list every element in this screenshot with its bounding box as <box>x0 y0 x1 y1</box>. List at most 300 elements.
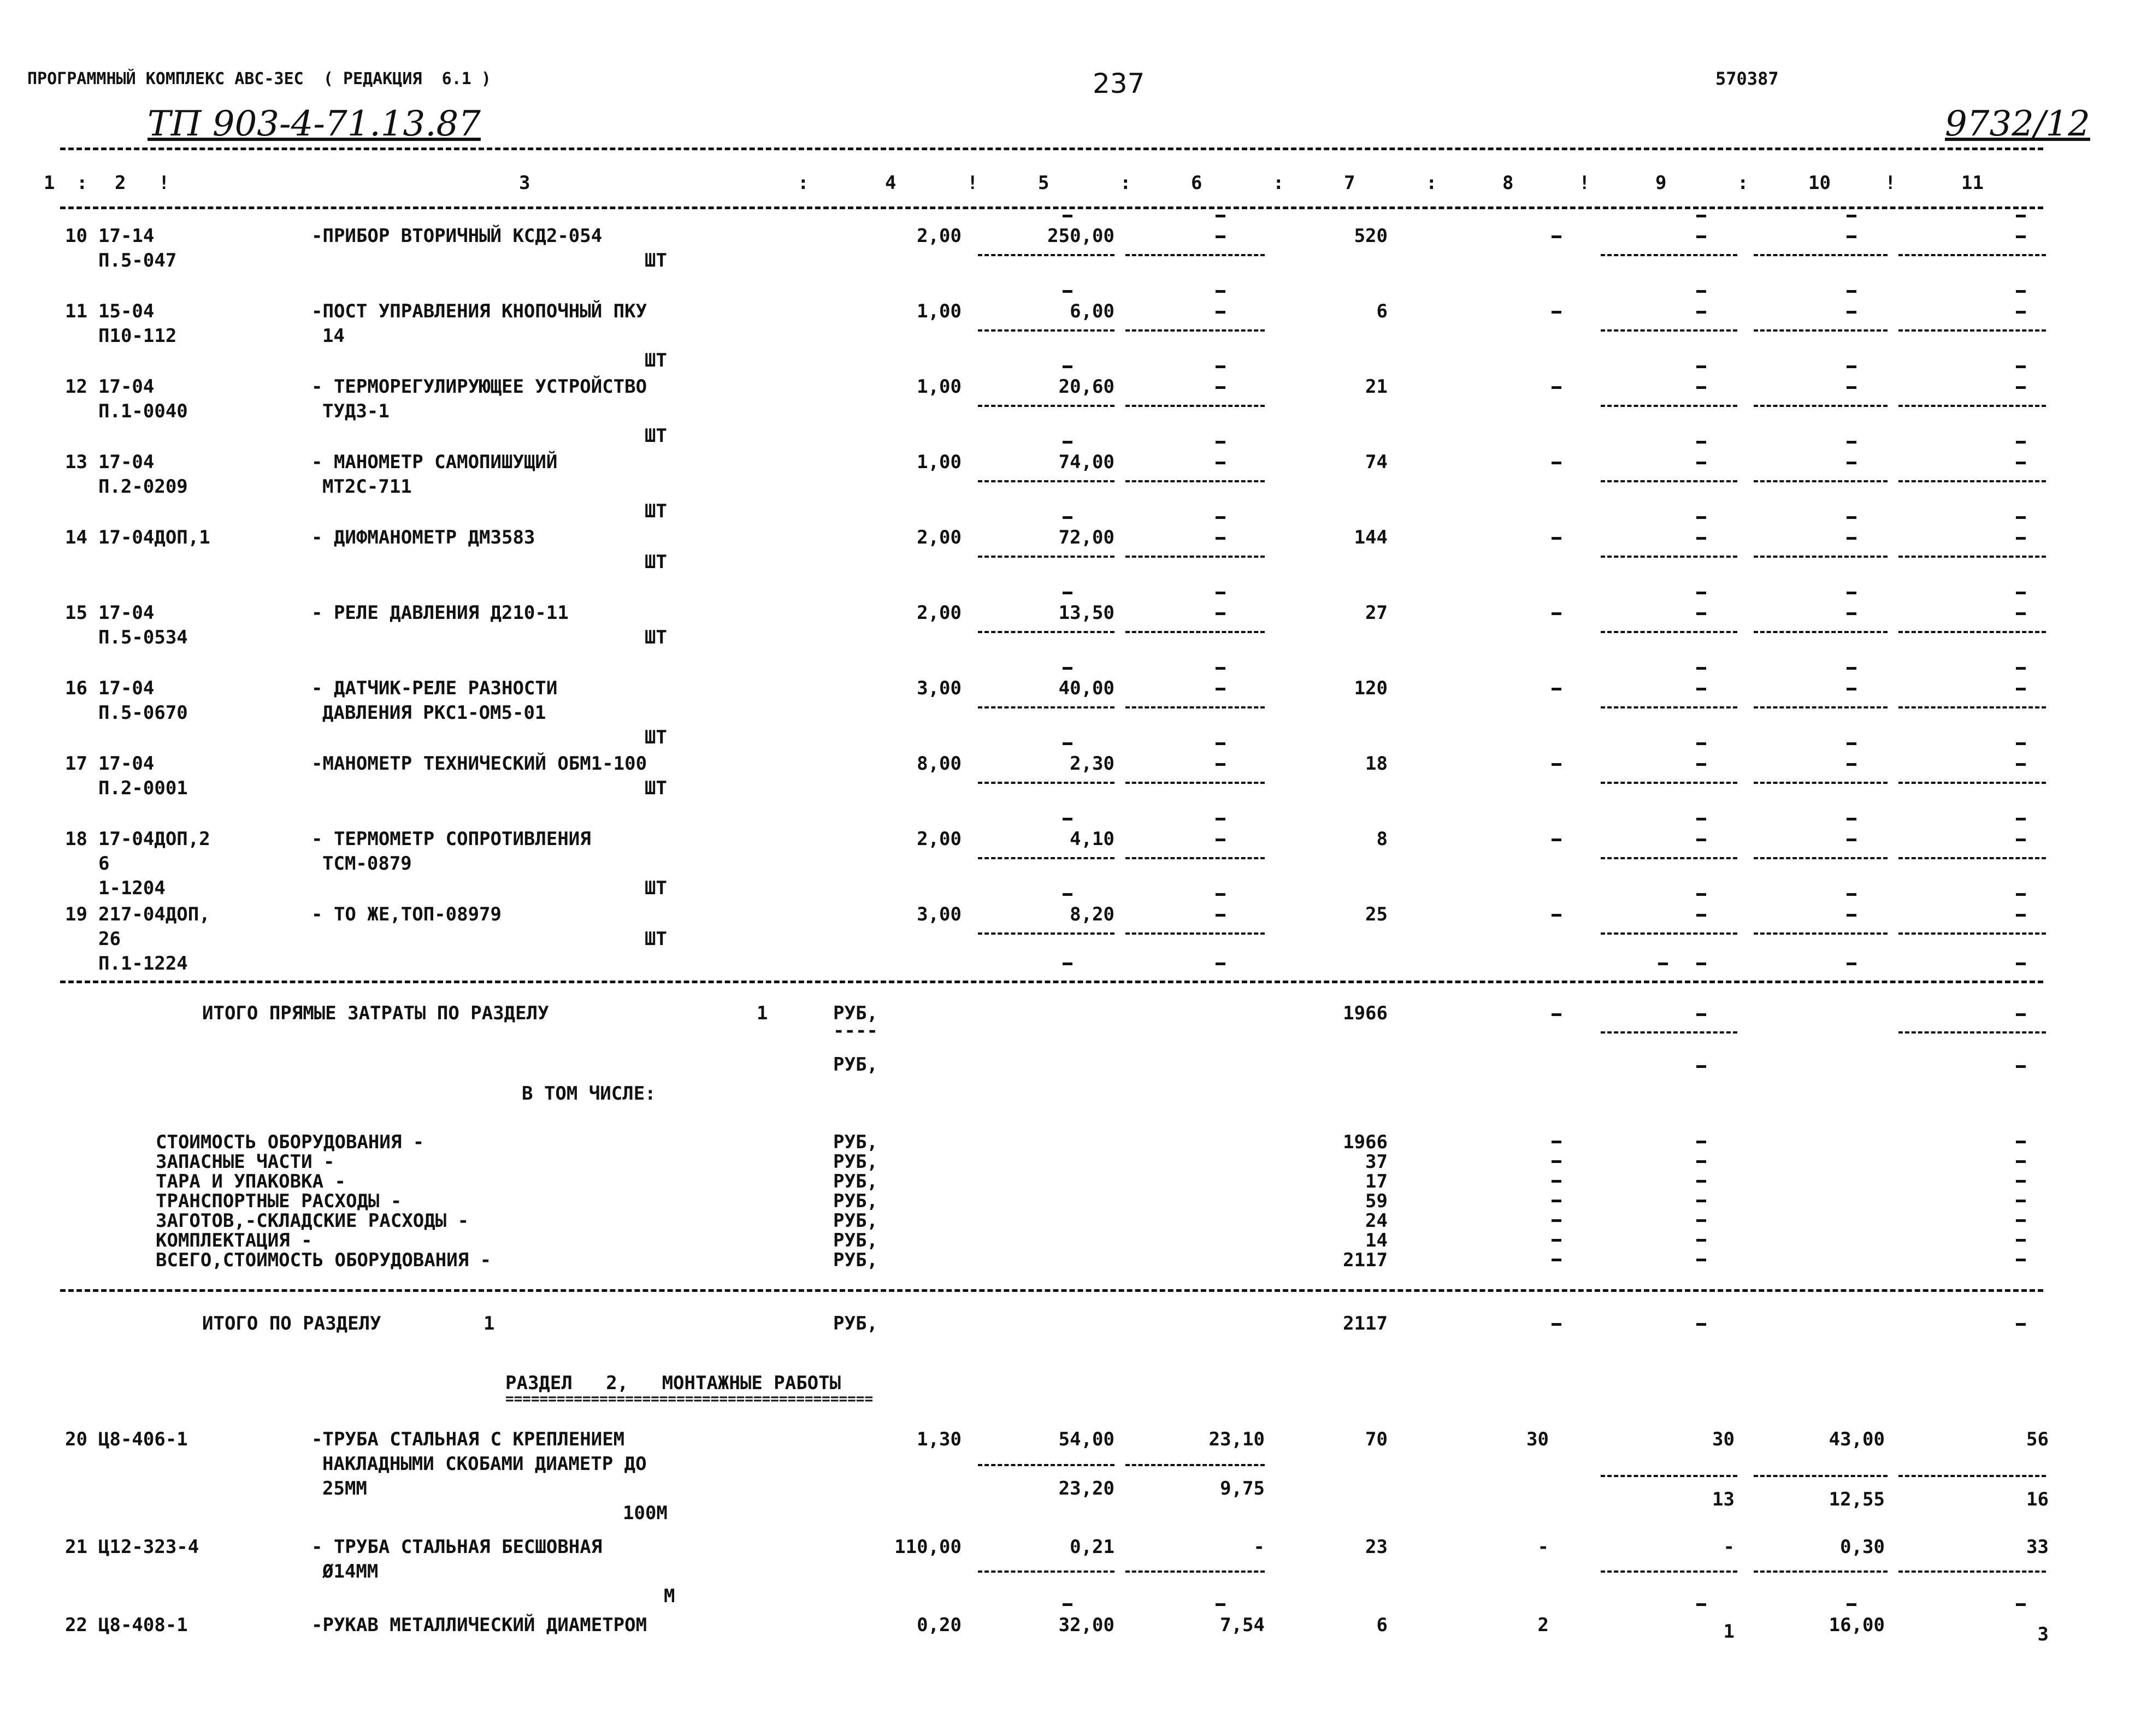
row-code: Ц8-406-1 <box>98 1428 188 1450</box>
empty-cell-dash <box>1552 1013 1561 1016</box>
direct-costs-unit-2: РУБ, <box>833 1054 878 1076</box>
dashed-rule <box>978 706 1114 708</box>
dashed-rule <box>1601 1031 1737 1034</box>
header-bottom-rule <box>60 206 2043 209</box>
section2-title: РАЗДЕЛ 2, МОНТАЖНЫЕ РАБОТЫ <box>505 1372 841 1394</box>
empty-cell-dash <box>1847 311 1856 314</box>
dashed-rule <box>1754 480 1888 482</box>
column-header: 1 <box>44 172 55 194</box>
row-total: 27 <box>1365 602 1388 624</box>
empty-cell-dash <box>1696 612 1706 615</box>
empty-cell-dash <box>1696 1323 1706 1326</box>
dashed-rule <box>1601 556 1737 558</box>
dashed-rule <box>1601 254 1737 256</box>
empty-cell-dash <box>2016 1200 2026 1202</box>
empty-cell-dash <box>2016 963 2026 965</box>
empty-cell-dash <box>1216 1603 1225 1606</box>
row-number: 13 <box>65 451 87 473</box>
empty-cell-dash <box>1552 1141 1561 1143</box>
empty-cell-dash <box>1696 839 1706 841</box>
empty-cell-dash <box>1696 1065 1706 1068</box>
empty-cell-dash <box>1063 290 1072 293</box>
empty-cell-dash <box>2016 1180 2026 1183</box>
breakdown-unit: РУБ, <box>833 1230 878 1251</box>
row-code: 17-04 <box>98 451 155 473</box>
dashed-rule <box>1125 932 1265 935</box>
empty-cell-dash <box>1847 516 1856 519</box>
empty-cell-dash <box>1552 1239 1561 1242</box>
row-unit-price: 40,00 <box>1058 677 1114 699</box>
empty-cell-dash <box>2016 311 2026 314</box>
row-unit: ШТ <box>645 727 667 748</box>
row-unit-price: 2,30 <box>1070 753 1114 775</box>
row-name: - ДИФМАНОМЕТР ДМ3583 <box>311 527 535 548</box>
row-code: 17-04 <box>98 376 155 398</box>
column-header: 3 <box>519 172 530 194</box>
empty-cell-dash <box>2016 215 2026 217</box>
empty-cell-dash <box>1696 1013 1706 1016</box>
empty-cell-dash <box>1847 592 1856 594</box>
row-number: 20 <box>65 1428 87 1450</box>
column-separator: : <box>798 172 809 194</box>
dashed-rule <box>1125 329 1265 332</box>
column-separator: ! <box>1579 172 1590 194</box>
direct-costs-label: ИТОГО ПРЯМЫЕ ЗАТРАТЫ ПО РАЗДЕЛУ <box>202 1002 549 1024</box>
row-number: 16 <box>65 677 87 699</box>
row-code-line2: 26 <box>98 928 121 950</box>
dashed-rule <box>1601 706 1737 708</box>
empty-cell-dash <box>1696 1141 1706 1143</box>
row-col6: 23,10 <box>1208 1428 1265 1450</box>
dashed-rule <box>978 1570 1114 1573</box>
sheet-reference: 9732/12 <box>1945 104 2090 144</box>
empty-cell-dash <box>1696 235 1706 238</box>
dashed-rule <box>1125 857 1265 859</box>
empty-cell-dash <box>2016 914 2026 917</box>
dashed-rule <box>1601 405 1737 407</box>
row-name-line2: МТ2С-711 <box>322 476 412 498</box>
row-col6: - <box>1253 1536 1265 1558</box>
empty-cell-dash <box>1063 667 1072 670</box>
dashed-rule <box>1601 1475 1737 1477</box>
doc-reference: ТП 903-4-71.13.87 <box>148 104 481 144</box>
empty-cell-dash <box>1216 215 1225 217</box>
empty-cell-dash <box>1216 742 1225 745</box>
empty-cell-dash <box>1847 612 1856 615</box>
row-quantity: 1,30 <box>917 1428 962 1450</box>
empty-cell-dash <box>2016 1323 2026 1326</box>
row-quantity: 1,00 <box>917 376 962 398</box>
column-header: 7 <box>1344 172 1355 194</box>
section-total-value: 2117 <box>1343 1313 1388 1335</box>
row-code-line2: П10-112 <box>98 325 177 347</box>
row-quantity: 8,00 <box>917 753 962 775</box>
empty-cell-dash <box>1847 839 1856 841</box>
row-code-line2: П.5-0534 <box>98 627 188 648</box>
empty-cell-dash <box>1216 311 1225 314</box>
dashed-rule <box>978 631 1114 633</box>
dashed-rule <box>1125 254 1265 256</box>
empty-cell-dash <box>1063 963 1072 965</box>
dashed-rule <box>1601 782 1737 784</box>
row-col7: 23 <box>1365 1536 1388 1558</box>
row-col8: 2 <box>1537 1614 1549 1636</box>
breakdown-label: КОМПЛЕКТАЦИЯ - <box>156 1230 312 1251</box>
empty-cell-dash <box>1847 742 1856 745</box>
section2-title-underline: =========================================== <box>505 1391 874 1407</box>
column-header: 11 <box>1961 172 1984 194</box>
row-number: 10 <box>65 225 87 247</box>
empty-cell-dash <box>1063 441 1072 444</box>
column-separator: : <box>76 172 88 194</box>
dashed-rule <box>1898 706 2046 708</box>
row-number: 21 <box>65 1536 87 1558</box>
empty-cell-dash <box>1847 215 1856 217</box>
row-unit: ШТ <box>645 250 667 271</box>
section-total-unit: РУБ, <box>833 1313 878 1335</box>
dashed-rule <box>1601 480 1737 482</box>
row-name: - ТЕРМОМЕТР СОПРОТИВЛЕНИЯ <box>311 828 591 850</box>
empty-cell-dash <box>1063 818 1072 820</box>
empty-cell-dash <box>1552 311 1561 314</box>
breakdown-unit: РУБ, <box>833 1249 878 1271</box>
empty-cell-dash <box>1696 1259 1706 1261</box>
breakdown-value: 2117 <box>1343 1249 1388 1271</box>
empty-cell-dash <box>2016 365 2026 368</box>
empty-cell-dash <box>2016 516 2026 519</box>
empty-cell-dash <box>1216 763 1225 766</box>
empty-cell-dash <box>1552 1200 1561 1202</box>
row-code-line2: П.5-0670 <box>98 702 188 724</box>
empty-cell-dash <box>1696 386 1706 389</box>
dashed-rule <box>978 254 1114 256</box>
dashed-rule <box>978 556 1114 558</box>
empty-cell-dash <box>2016 1065 2026 1068</box>
row-total: 520 <box>1354 225 1388 247</box>
empty-cell-dash <box>1216 290 1225 293</box>
row-number: 11 <box>65 300 87 322</box>
empty-cell-dash <box>2016 441 2026 444</box>
row-name: -ПРИБОР ВТОРИЧНЫЙ КСД2-054 <box>311 225 603 247</box>
empty-cell-dash <box>1847 667 1856 670</box>
empty-cell-dash <box>2016 893 2026 896</box>
empty-cell-dash <box>1216 839 1225 841</box>
row-col9: 1 <box>1723 1621 1735 1643</box>
dashed-rule <box>1754 782 1888 784</box>
empty-cell-dash <box>1696 290 1706 293</box>
empty-cell-dash <box>1216 365 1225 368</box>
empty-cell-dash <box>2016 839 2026 841</box>
empty-cell-dash <box>1696 1239 1706 1242</box>
empty-cell-dash <box>1063 592 1072 594</box>
row-code: 17-04 <box>98 753 155 775</box>
header-top-rule <box>60 147 2043 150</box>
breakdown-label: ВСЕГО,СТОИМОСТЬ ОБОРУДОВАНИЯ - <box>156 1249 492 1271</box>
summary-rule <box>60 981 2043 983</box>
row-quantity: 3,00 <box>917 904 962 925</box>
row-unit: ШТ <box>645 877 667 899</box>
column-separator: ! <box>1885 172 1896 194</box>
column-separator: : <box>1273 172 1284 194</box>
row-name: - ТО ЖЕ,ТОП-08979 <box>311 904 502 925</box>
section-total-number: 1 <box>483 1313 495 1335</box>
row-number: 18 <box>65 828 87 850</box>
empty-cell-dash <box>1216 516 1225 519</box>
row-col10: 43,00 <box>1829 1428 1885 1450</box>
dashed-rule <box>1125 480 1265 482</box>
row-col5-sub: 23,20 <box>1058 1478 1114 1499</box>
row-code: 17-14 <box>98 225 155 247</box>
column-header: 9 <box>1655 172 1667 194</box>
row-unit: ШТ <box>645 425 667 447</box>
empty-cell-dash <box>1552 839 1561 841</box>
empty-cell-dash <box>1847 290 1856 293</box>
dashed-rule <box>1754 631 1888 633</box>
row-unit-price: 6,00 <box>1070 300 1114 322</box>
breakdown-value: 17 <box>1365 1171 1388 1192</box>
row-unit-price: 8,20 <box>1070 904 1114 925</box>
program-header: ПРОГРАММНЫЙ КОМПЛЕКС АВС-ЗЕС ( РЕДАКЦИЯ 6.1 ) <box>27 69 491 88</box>
dashed-rule <box>978 1464 1114 1466</box>
empty-cell-dash <box>1552 386 1561 389</box>
page-number: 237 <box>1093 68 1145 99</box>
row-total: 144 <box>1354 527 1388 548</box>
empty-cell-dash <box>1696 311 1706 314</box>
empty-cell-dash <box>1696 688 1706 690</box>
row-code: 17-04ДОП,1 <box>98 527 210 548</box>
empty-cell-dash <box>2016 612 2026 615</box>
empty-cell-dash <box>1658 963 1668 965</box>
row-col9: 30 <box>1712 1428 1735 1450</box>
row-total: 8 <box>1376 828 1388 850</box>
empty-cell-dash <box>2016 742 2026 745</box>
empty-cell-dash <box>1063 893 1072 896</box>
dashed-rule <box>1125 1570 1265 1573</box>
empty-cell-dash <box>2016 592 2026 594</box>
row-quantity: 0,20 <box>917 1614 962 1636</box>
row-name: - РЕЛЕ ДАВЛЕНИЯ Д210-11 <box>311 602 569 624</box>
empty-cell-dash <box>2016 1013 2026 1016</box>
empty-cell-dash <box>2016 537 2026 540</box>
row-number: 12 <box>65 376 87 398</box>
empty-cell-dash <box>2016 667 2026 670</box>
empty-cell-dash <box>2016 1160 2026 1163</box>
row-number: 15 <box>65 602 87 624</box>
dashed-rule <box>1125 631 1265 633</box>
empty-cell-dash <box>1552 462 1561 464</box>
row-name: - ДАТЧИК-РЕЛЕ РАЗНОСТИ <box>311 677 558 699</box>
dashed-rule <box>1125 1464 1265 1466</box>
empty-cell-dash <box>2016 1141 2026 1143</box>
including-label: В ТОМ ЧИСЛЕ: <box>522 1083 656 1105</box>
row-unit: М <box>664 1585 675 1607</box>
dashed-rule <box>1754 1570 1888 1573</box>
row-col5: 54,00 <box>1058 1428 1114 1450</box>
dashed-rule <box>1754 932 1888 935</box>
empty-cell-dash <box>1216 462 1225 464</box>
row-quantity: 2,00 <box>917 602 962 624</box>
empty-cell-dash <box>1696 1180 1706 1183</box>
section-total-rule <box>60 1289 2043 1292</box>
row-col7: 70 <box>1365 1428 1388 1450</box>
empty-cell-dash <box>2016 1239 2026 1242</box>
dashed-rule <box>1898 480 2046 482</box>
row-unit: ШТ <box>645 777 667 799</box>
breakdown-unit: РУБ, <box>833 1151 878 1173</box>
empty-cell-dash <box>1063 1603 1072 1606</box>
row-unit-price: 4,10 <box>1070 828 1114 850</box>
row-unit: ШТ <box>645 350 667 371</box>
row-quantity: 2,00 <box>917 225 962 247</box>
dashed-rule <box>1601 857 1737 859</box>
row-total: 74 <box>1365 451 1388 473</box>
dashed-rule <box>1898 1475 2046 1477</box>
dashed-rule <box>1754 556 1888 558</box>
breakdown-label: ТРАНСПОРТНЫЕ РАСХОДЫ - <box>156 1190 402 1212</box>
row-unit: ШТ <box>645 500 667 522</box>
breakdown-label: ТАРА И УПАКОВКА - <box>156 1171 346 1192</box>
row-quantity: 1,00 <box>917 300 962 322</box>
empty-cell-dash <box>1552 1219 1561 1222</box>
empty-cell-dash <box>1696 818 1706 820</box>
empty-cell-dash <box>1216 914 1225 917</box>
row-unit-price: 250,00 <box>1047 225 1114 247</box>
empty-cell-dash <box>1696 215 1706 217</box>
row-unit: ШТ <box>645 627 667 648</box>
empty-cell-dash <box>2016 290 2026 293</box>
row-name-line2: ТСМ-0879 <box>322 853 412 875</box>
row-number: 14 <box>65 527 87 548</box>
row-unit-price: 72,00 <box>1058 527 1114 548</box>
breakdown-value: 14 <box>1365 1230 1388 1251</box>
dashed-rule <box>1125 782 1265 784</box>
dashed-rule <box>1898 329 2046 332</box>
breakdown-value: 1966 <box>1343 1131 1388 1153</box>
empty-cell-dash <box>1696 441 1706 444</box>
empty-cell-dash <box>1216 893 1225 896</box>
empty-cell-dash <box>1216 688 1225 690</box>
row-quantity: 2,00 <box>917 828 962 850</box>
empty-cell-dash <box>1696 1603 1706 1606</box>
row-name-line2: НАКЛАДНЫМИ СКОБАМИ ДИАМЕТР ДО <box>322 1453 647 1475</box>
row-name: -МАНОМЕТР ТЕХНИЧЕСКИЙ ОБМ1-100 <box>311 753 647 775</box>
dashed-rule <box>978 857 1114 859</box>
section-total-label: ИТОГО ПО РАЗДЕЛУ <box>202 1313 381 1335</box>
empty-cell-dash <box>1696 1160 1706 1163</box>
dashed-rule <box>978 405 1114 407</box>
empty-cell-dash <box>1847 365 1856 368</box>
dashed-rule <box>1898 782 2046 784</box>
dashed-rule <box>1125 556 1265 558</box>
row-name: -ТРУБА СТАЛЬНАЯ С КРЕПЛЕНИЕМ <box>311 1428 625 1450</box>
empty-cell-dash <box>2016 235 2026 238</box>
empty-cell-dash <box>1696 365 1706 368</box>
dashed-rule <box>978 932 1114 935</box>
empty-cell-dash <box>1696 667 1706 670</box>
empty-cell-dash <box>1552 1160 1561 1163</box>
empty-cell-dash <box>2016 763 2026 766</box>
row-name-line2: ТУДЗ-1 <box>322 400 390 422</box>
empty-cell-dash <box>1847 893 1856 896</box>
column-header: 2 <box>115 172 126 194</box>
empty-cell-dash <box>1063 365 1072 368</box>
column-header: 8 <box>1502 172 1514 194</box>
empty-cell-dash <box>2016 1219 2026 1222</box>
row-name-line2: 14 <box>322 325 345 347</box>
empty-cell-dash <box>1552 537 1561 540</box>
document-code: 570387 <box>1715 68 1779 89</box>
empty-cell-dash <box>1696 914 1706 917</box>
row-code: Ц12-323-4 <box>98 1536 199 1558</box>
dashed-rule <box>1754 857 1888 859</box>
empty-cell-dash <box>1696 1200 1706 1202</box>
row-unit-price: 13,50 <box>1058 602 1114 624</box>
empty-cell-dash <box>1696 537 1706 540</box>
column-separator: : <box>1120 172 1131 194</box>
breakdown-value: 24 <box>1365 1210 1388 1232</box>
row-code-line2: П.2-0001 <box>98 777 188 799</box>
empty-cell-dash <box>1552 612 1561 615</box>
breakdown-label: СТОИМОСТЬ ОБОРУДОВАНИЯ - <box>156 1131 424 1153</box>
direct-costs-unit: РУБ, <box>833 1002 878 1024</box>
row-code: Ц8-408-1 <box>98 1614 188 1636</box>
empty-cell-dash <box>1552 763 1561 766</box>
direct-costs-unit-underline: ---- <box>833 1020 878 1042</box>
row-number: 22 <box>65 1614 87 1636</box>
empty-cell-dash <box>1696 963 1706 965</box>
row-code: 217-04ДОП, <box>98 904 210 925</box>
column-header: 5 <box>1038 172 1049 194</box>
column-header: 10 <box>1808 172 1831 194</box>
dashed-rule <box>1898 857 2046 859</box>
breakdown-unit: РУБ, <box>833 1171 878 1192</box>
dashed-rule <box>1601 1570 1737 1573</box>
dashed-rule <box>1754 706 1888 708</box>
dashed-rule <box>1754 329 1888 332</box>
empty-cell-dash <box>1216 818 1225 820</box>
row-col5: 32,00 <box>1058 1614 1114 1636</box>
empty-cell-dash <box>1216 612 1225 615</box>
row-col11: 56 <box>2026 1428 2049 1450</box>
row-name: -ПОСТ УПРАВЛЕНИЯ КНОПОЧНЫЙ ПКУ <box>311 300 647 322</box>
column-header: 4 <box>885 172 897 194</box>
empty-cell-dash <box>1216 386 1225 389</box>
empty-cell-dash <box>1552 1259 1561 1261</box>
empty-cell-dash <box>1216 963 1225 965</box>
row-col8: 30 <box>1526 1428 1549 1450</box>
row-col6: 7,54 <box>1220 1614 1265 1636</box>
row-total: 25 <box>1365 904 1388 925</box>
dashed-rule <box>1898 932 2046 935</box>
row-col11: 3 <box>2037 1623 2049 1645</box>
empty-cell-dash <box>1216 441 1225 444</box>
row-code-line3: 1-1204 <box>98 877 166 899</box>
row-name: - ТРУБА СТАЛЬНАЯ БЕСШОВНАЯ <box>311 1536 603 1558</box>
empty-cell-dash <box>1216 235 1225 238</box>
dashed-rule <box>1125 706 1265 708</box>
dashed-rule <box>1898 1031 2046 1034</box>
dashed-rule <box>1125 405 1265 407</box>
empty-cell-dash <box>1847 235 1856 238</box>
dashed-rule <box>1898 1570 2046 1573</box>
empty-cell-dash <box>1847 763 1856 766</box>
row-code-line2: 6 <box>98 853 110 875</box>
row-col6-sub: 9,75 <box>1220 1478 1265 1499</box>
empty-cell-dash <box>1847 1603 1856 1606</box>
row-unit-price: 20,60 <box>1058 376 1114 398</box>
dashed-rule <box>1898 556 2046 558</box>
empty-cell-dash <box>1552 235 1561 238</box>
